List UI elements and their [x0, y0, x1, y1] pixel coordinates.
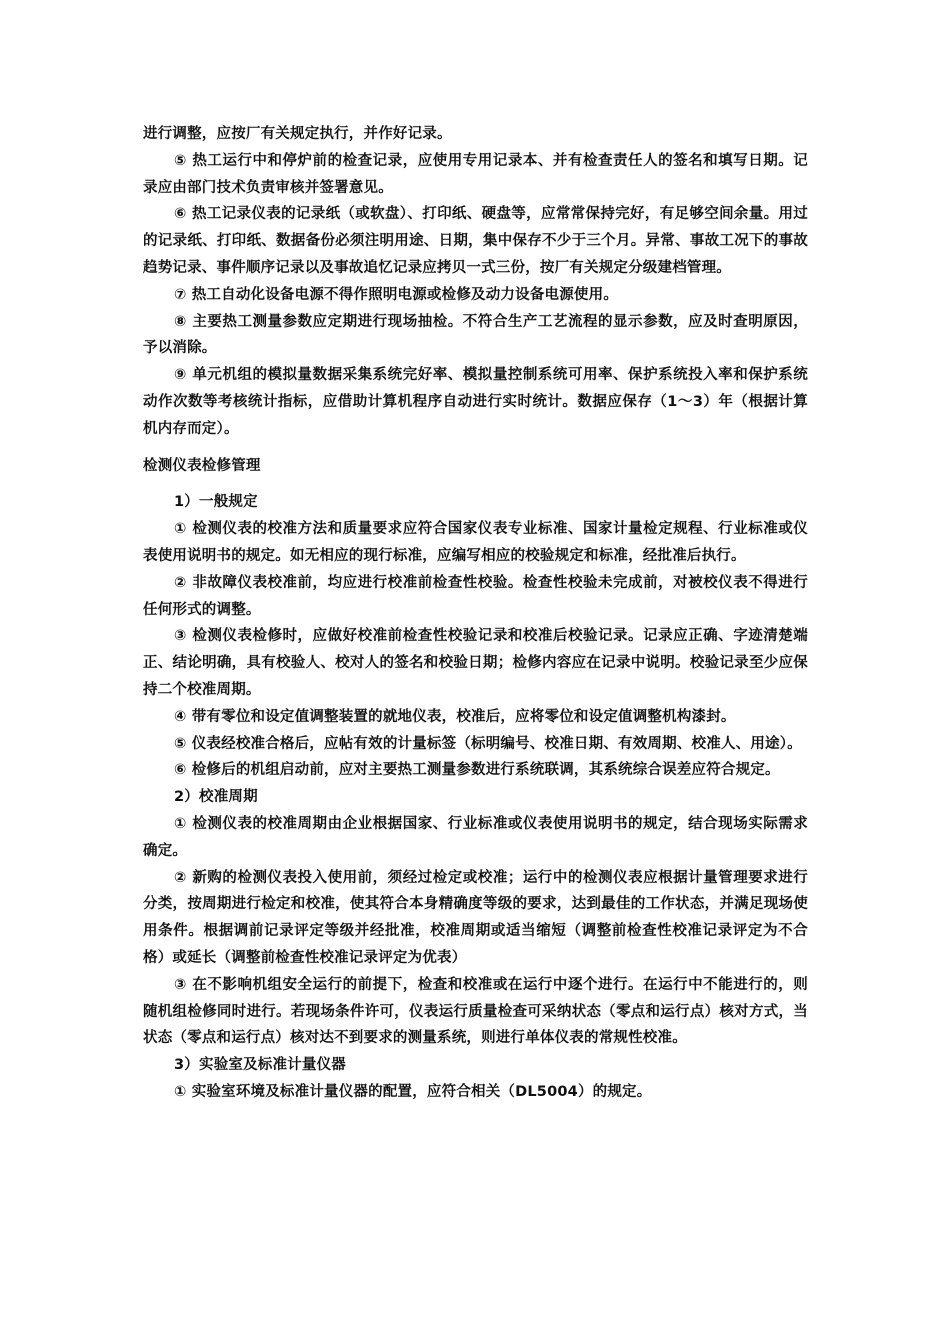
- paragraph-item-6-recording-paper: ⑥ 热工记录仪表的记录纸（或软盘）、打印纸、硬盘等，应常常保持完好，有足够空间余量。用过的记录纸、打印纸、数据备份必须注明用途、日期，集中保存不少于三个月。异常、事故工况下的事故趋势记录、事件顺序记录以及事故追忆记录应拷贝一式三份，按厂有关规定分级建档管理。: [143, 206, 808, 276]
- paragraph-item-7-power-supply: ⑦ 热工自动化设备电源不得作照明电源或检修及动力设备电源使用。: [174, 286, 619, 303]
- document-body: [143, 121, 808, 1106]
- paragraph-general-1: ① 检测仪表的校准方法和质量要求应符合国家仪表专业标准、国家计量检定规程、行业标准或仪表使用说明书的规定。如无相应的现行标准，应编写相应的校验规定和标准，经批准后执行。: [143, 521, 808, 564]
- paragraph-period-1: ① 检测仪表的校准周期由企业根据国家、行业标准或仪表使用说明书的规定，结合现场实际需求确定。: [143, 815, 808, 859]
- paragraph-general-4: ④ 带有零位和设定值调整装置的就地仪表，校准后，应将零位和设定值调整机构漆封。: [174, 708, 736, 725]
- section-heading: 检测仪表检修管理: [143, 457, 261, 474]
- paragraph-general-6: ⑥ 检修后的机组启动前，应对主要热工测量参数进行系统联调，其系统综合误差应符合规定。: [174, 762, 780, 779]
- subsection-heading-general: 1）一般规定: [174, 494, 258, 511]
- paragraph-period-2: ② 新购的检测仪表投入使用前，须经过检定或校准；运行中的检测仪表应根据计量管理要求进行分类，按周期进行检定和校准，使其符合本身精确度等级的要求，达到最佳的工作状态，并满足现场使用条件。根据调前记录评定等级并经批准，校准周期或适当缩短（调整前检查性校准记录评定为不合格）或延长（调整前检查性校准记录评定为优表）: [143, 869, 808, 966]
- subsection-heading-calibration-period: 2）校准周期: [174, 789, 258, 806]
- paragraph-period-3: ③ 在不影响机组安全运行的前提下，检查和校准或在运行中逐个进行。在运行中不能进行的，则随机组检修同时进行。若现场条件许可，仪表运行质量检查可采纳状态（零点和运行点）核对方式，当状态（零点和运行点）核对达不到要求的测量系统，则进行单体仪表的常规性校准。: [143, 976, 808, 1047]
- paragraph-general-3: ③ 检测仪表检修时，应做好校准前检查性校验记录和校准后校验记录。记录应正确、字迹清楚端正、结论明确，具有校验人、校对人的签名和校验日期；检修内容应在记录中说明。校验记录至少应保持二个校准周期。: [143, 628, 808, 698]
- paragraph-continuation: 进行调整，应按厂有关规定执行，并作好记录。: [143, 126, 452, 142]
- paragraph-item-8-spot-check: ⑧ 主要热工测量参数应定期进行现场抽检。不符合生产工艺流程的显示参数，应及时查明原因，予以消除。: [143, 313, 808, 357]
- paragraph-laboratory-1: ① 实验室环境及标准计量仪器的配置，应符合相关（DL5004）的规定。: [174, 1083, 652, 1100]
- subsection-heading-laboratory: 3）实验室及标准计量仪器: [174, 1057, 346, 1074]
- paragraph-general-5: ⑤ 仪表经校准合格后，应帖有效的计量标签（标明编号、校准日期、有效周期、校准人、用途）。: [174, 735, 802, 752]
- paragraph-item-5-records: ⑤ 热工运行中和停炉前的检查记录，应使用专用记录本、并有检查责任人的签名和填写日期。记录应由部门技术负责审核并签署意见。: [143, 152, 808, 196]
- paragraph-item-9-statistics: ⑨ 单元机组的模拟量数据采集系统完好率、模拟量控制系统可用率、保护系统投入率和保护系统动作次数等考核统计指标，应借助计算机程序自动进行实时统计。数据应保存（1～3）年（根据计算机内存而定）。: [143, 367, 808, 437]
- paragraph-general-2: ② 非故障仪表校准前，均应进行校准前检查性校验。检查性校验未完成前，对被校仪表不得进行任何形式的调整。: [143, 574, 808, 618]
